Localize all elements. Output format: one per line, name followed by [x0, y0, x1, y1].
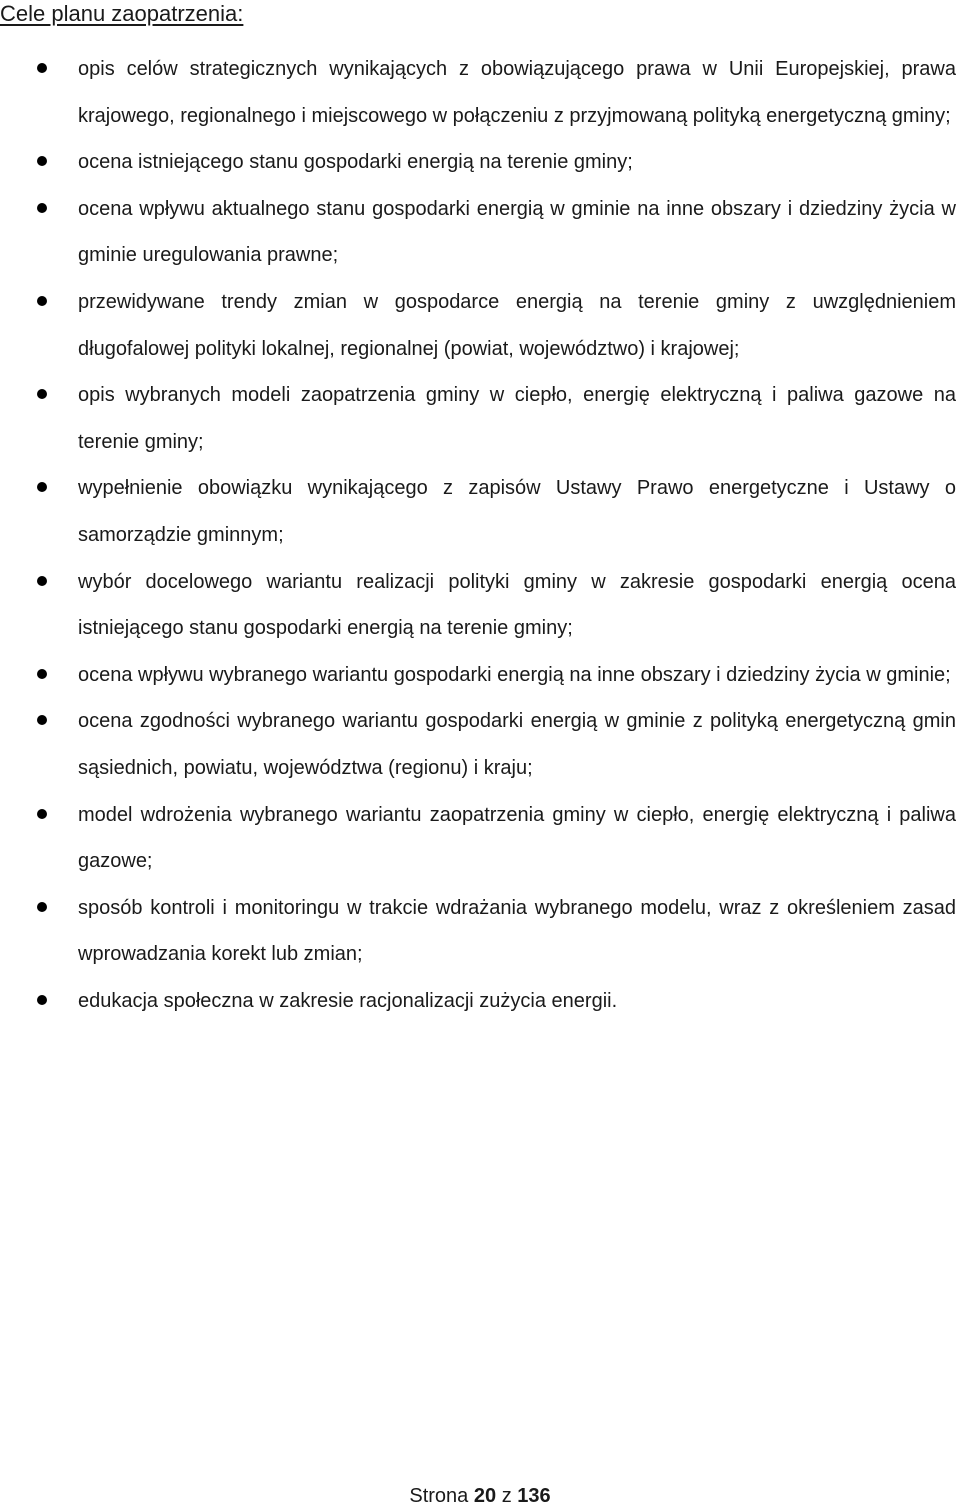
list-item-text: opis celów strategicznych wynikających z obowiązującego prawa w Unii Europejskiej, prawa krajowego, regionalnego i miejscowego w połączeniu z przyjmowaną polityką energetyczną gminy; [78, 58, 956, 127]
goals-list [0, 46, 960, 1024]
list-item-text: ocena istniejącego stanu gospodarki energią na terenie gminy; [78, 151, 633, 174]
page-number: 20 [473, 1485, 497, 1507]
page-total: 136 [517, 1485, 551, 1507]
bullet-icon [37, 669, 47, 679]
bullet-icon [37, 203, 47, 213]
list-item [0, 46, 960, 139]
list-item [0, 652, 960, 699]
bullet-icon [37, 809, 47, 819]
footer-separator: z [501, 1485, 512, 1507]
list-item [0, 139, 960, 186]
list-item-text: edukacja społeczna w zakresie racjonalizacji zużycia energii. [78, 989, 618, 1012]
list-item [0, 279, 960, 372]
bullet-icon [37, 296, 47, 306]
page-footer [0, 1484, 960, 1508]
list-item-text: wypełnienie obowiązku wynikającego z zapisów Ustawy Prawo energetyczne i Ustawy o samorządzie gminnym; [78, 477, 956, 546]
list-item-text: ocena wpływu aktualnego stanu gospodarki energią w gminie na inne obszary i dziedziny życia w gminie uregulowania prawne; [78, 197, 956, 267]
footer-prefix: Strona [409, 1485, 469, 1507]
list-item [0, 186, 960, 279]
list-item-text: przewidywane trendy zmian w gospodarce energią na terenie gminy z uwzględnieniem długofalowej polityki lokalnej, regionalnej (powiat, województwo) i krajowej; [78, 290, 956, 360]
list-item [0, 978, 960, 1025]
bullet-icon [37, 715, 47, 725]
bullet-icon [37, 902, 47, 912]
list-item-text: wybór docelowego wariantu realizacji polityki gminy w zakresie gospodarki energią ocena istniejącego stanu gospodarki energią na terenie gminy; [78, 570, 956, 640]
bullet-icon [37, 156, 47, 166]
bullet-icon [37, 995, 47, 1005]
list-item [0, 559, 960, 652]
list-item-text: ocena wpływu wybranego wariantu gospodarki energią na inne obszary i dziedziny życia w gminie; [78, 663, 951, 686]
list-item [0, 885, 960, 978]
list-item [0, 698, 960, 791]
list-item-text: sposób kontroli i monitoringu w trakcie wdrażania wybranego modelu, wraz z określeniem zasad wprowadzania korekt lub zmian; [78, 896, 956, 966]
bullet-icon [37, 63, 47, 73]
bullet-icon [37, 576, 47, 586]
list-item-text: opis wybranych modeli zaopatrzenia gminy w ciepło, energię elektryczną i paliwa gazowe na terenie gminy; [78, 384, 956, 453]
list-item [0, 465, 960, 558]
list-item [0, 372, 960, 465]
list-item [0, 792, 960, 885]
bullet-icon [37, 389, 47, 399]
section-heading: Cele planu zaopatrzenia: [0, 1, 244, 26]
list-item-text: ocena zgodności wybranego wariantu gospodarki energią w gminie z polityką energetyczną gmin sąsiednich, powiatu, województwa (regionu) i kraju; [78, 710, 956, 779]
bullet-icon [37, 482, 47, 492]
list-item-text: model wdrożenia wybranego wariantu zaopatrzenia gminy w ciepło, energię elektryczną i paliwa gazowe; [78, 803, 956, 873]
